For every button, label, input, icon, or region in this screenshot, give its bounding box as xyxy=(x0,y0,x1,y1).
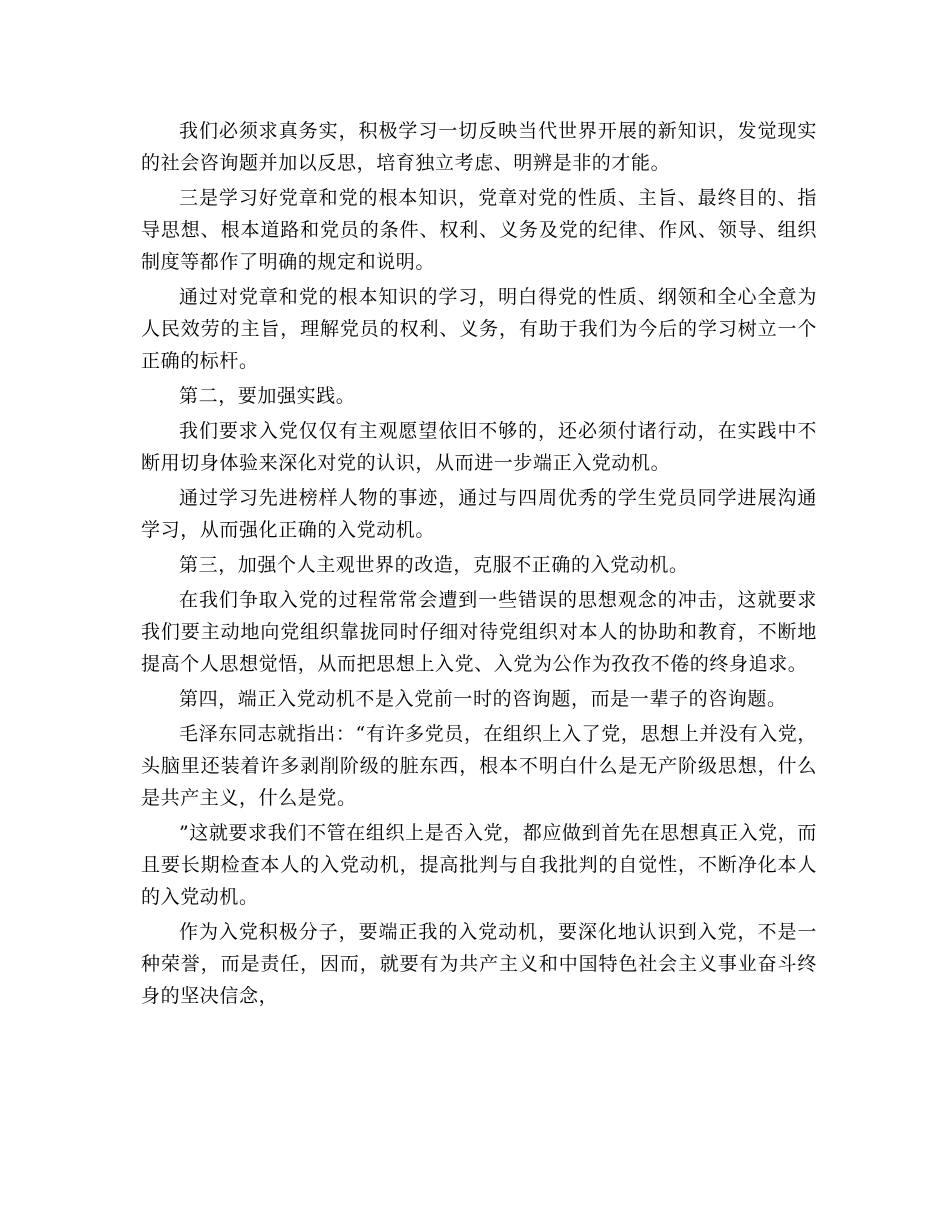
paragraph: 在我们争取入党的过程常常会遭到一些错误的思想观念的冲击，这就要求我们要主动地向党组织靠拢同时仔细对待党组织对本人的协助和教育，不断地提高个人思想觉悟，从而把思想上入党、入党为公作为孜孜不倦的终身追求。 xyxy=(141,589,817,675)
paragraph: 我们要求入党仅仅有主观愿望依旧不够的，还必须付诸行动，在实践中不断用切身体验来深化对党的认识，从而进一步端正入党动机。 xyxy=(141,420,817,474)
paragraph: 通过学习先进榜样人物的事迹，通过与四周优秀的学生党员同学进展沟通学习，从而强化正确的入党动机。 xyxy=(141,487,817,541)
paragraph: 第二，要加强实践。 xyxy=(179,385,356,407)
paragraph: 三是学习好党章和党的根本知识，党章对党的性质、主旨、最终目的、指导思想、根本道路和党员的条件、权利、义务及党的纪律、作风、领导、组织制度等都作了明确的规定和说明。 xyxy=(141,187,817,273)
paragraph: 通过对党章和党的根本知识的学习，明白得党的性质、纲领和全心全意为人民效劳的主旨，理解党员的权利、义务，有助于我们为今后的学习树立一个正确的标杆。 xyxy=(141,286,817,372)
paragraph: 作为入党积极分子，要端正我的入党动机，要深化地认识到入党，不是一种荣誉，而是责任，因而，就要有为共产主义和中国特色社会主义事业奋斗终身的坚决信念， xyxy=(141,921,817,1007)
document-body xyxy=(141,115,817,1015)
paragraph: 第三，加强个人主观世界的改造，克服不正确的入党动机。 xyxy=(179,554,689,576)
paragraph: ”这就要求我们不管在组织上是否入党，都应做到首先在思想真正入党，而且要长期检查本人的入党动机，提高批判与自我批判的自觉性，不断净化本人的入党动机。 xyxy=(141,822,817,908)
paragraph: 毛泽东同志就指出：“有许多党员，在组织上入了党，思想上并没有入党，头脑里还装着许多剥削阶级的脏东西，根本不明白什么是无产阶级思想，什么是共产主义，什么是党。 xyxy=(141,723,817,809)
paragraph: 第四，端正入党动机不是入党前一时的咨询题，而是一辈子的咨询题。 xyxy=(179,688,787,710)
paragraph: 我们必须求真务实，积极学习一切反映当代世界开展的新知识，发觉现实的社会咨询题并加以反思，培育独立考虑、明辨是非的才能。 xyxy=(141,120,817,174)
